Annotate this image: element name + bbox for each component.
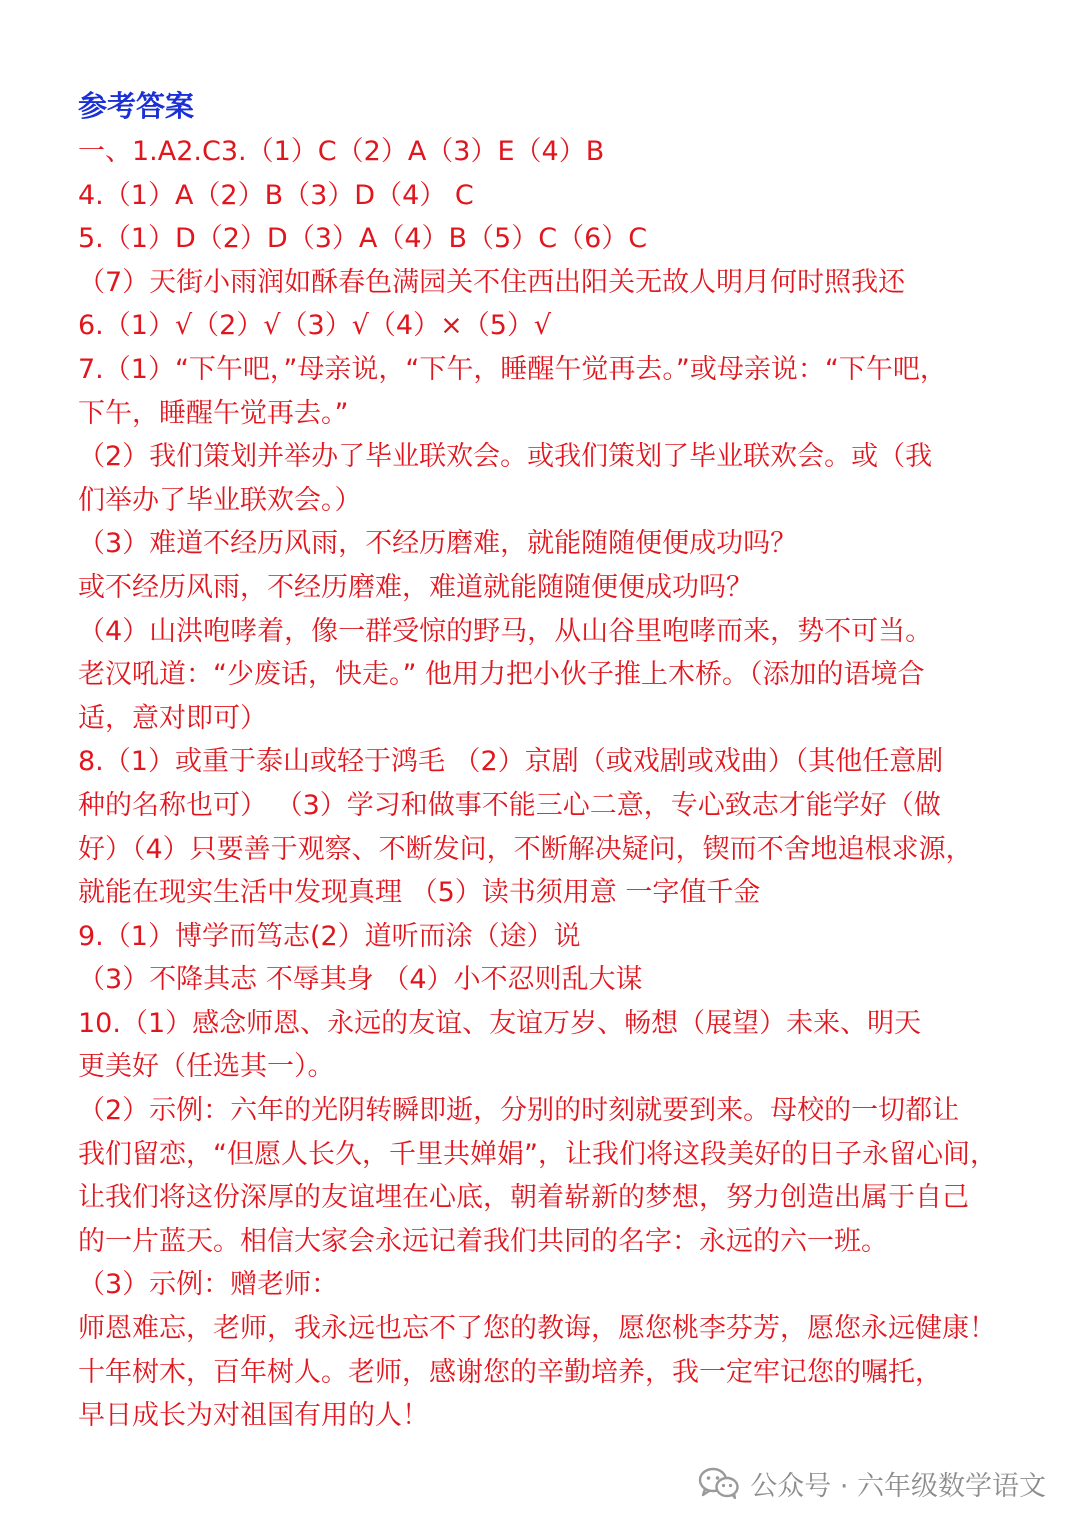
answer-line: 就能在现实生活中发现真理 （5）读书须用意 一字值千金 xyxy=(78,877,761,909)
answer-line: 师恩难忘，老师，我永远也忘不了您的教诲，愿您桃李芬芳，愿您永远健康！ xyxy=(78,1313,996,1345)
answer-line: 让我们将这份深厚的友谊埋在心底，朝着崭新的梦想，努力创造出属于自己 xyxy=(78,1182,969,1214)
answer-line: 的一片蓝天。相信大家会永远记着我们共同的名字：永远的六一班。 xyxy=(78,1225,888,1257)
answer-line: （2）示例：六年的光阴转瞬即逝，分别的时刻就要到来。母校的一切都让 xyxy=(78,1095,960,1127)
wechat-icon xyxy=(698,1467,740,1499)
answer-line: （4）山洪咆哮着，像一群受惊的野马，从山谷里咆哮而来，势不可当。 xyxy=(78,615,933,647)
answer-line: 6.（1）√（2）√（3）√（4）×（5）√ xyxy=(78,310,552,342)
answer-line: 十年树木，百年树人。老师，感谢您的辛勤培养，我一定牢记您的嘱托， xyxy=(78,1356,942,1388)
answer-line: 4.（1）A（2）B（3）D（4） C xyxy=(78,179,474,211)
answer-line: （2）我们策划并举办了毕业联欢会。或我们策划了毕业联欢会。或（我 xyxy=(78,441,933,473)
answer-line: 适，意对即可） xyxy=(78,702,267,734)
answer-line: （3）示例：赠老师： xyxy=(78,1269,339,1301)
answer-line: 10.（1）感念师恩、永远的友谊、友谊万岁、畅想（展望）未来、明天 xyxy=(78,1007,922,1039)
answer-line: 7.（1）“下午吧，”母亲说，“下午，睡醒午觉再去。”或母亲说：“下午吧， xyxy=(78,353,947,385)
answer-line: 好）（4）只要善于观察、不断发问，不断解决疑问，锲而不舍地追根求源， xyxy=(78,833,973,865)
answer-line: 下午，睡醒午觉再去。” xyxy=(78,397,349,429)
answer-line: （3）难道不经历风雨，不经历磨难，就能随随便便成功吗？ xyxy=(78,528,798,560)
footer-text: 公众号 · 六年级数学语文 xyxy=(750,1470,1046,1502)
page-title: 参考答案 xyxy=(78,89,195,123)
answer-line: 种的名称也可） （3）学习和做事不能三心二意，专心致志才能学好（做 xyxy=(78,789,941,821)
answer-line: 一、1.A2.C3.（1）C（2）A（3）E（4）B xyxy=(78,136,605,167)
answer-line: 5.（1）D（2）D（3）A（4）B（5）C（6）C xyxy=(78,223,648,255)
answer-line: 我们留恋，“但愿人长久，千里共婵娟”，让我们将这段美好的日子永留心间， xyxy=(78,1138,997,1170)
answer-line: 或不经历风雨，不经历磨难，难道就能随随便便成功吗？ xyxy=(78,571,753,603)
answer-line: 8.（1）或重于泰山或轻于鸿毛 （2）京剧（或戏剧或戏曲）（其他任意剧 xyxy=(78,746,944,778)
answer-line: 老汉吼道：“少废话，快走。” 他用力把小伙子推上木桥。（添加的语境合 xyxy=(78,659,925,691)
footer-watermark xyxy=(698,1462,1046,1504)
answer-line: 早日成长为对祖国有用的人！ xyxy=(78,1400,429,1432)
answer-line: 更美好（任选其一）。 xyxy=(78,1051,335,1083)
answer-line: （7）天街小雨润如酥春色满园关不住西出阳关无故人明月何时照我还 xyxy=(78,266,906,298)
answer-line: （3）不降其志 不辱其身 （4）小不忍则乱大谋 xyxy=(78,964,643,996)
answer-line: 9.（1）博学而笃志(2）道听而涂（途）说 xyxy=(78,920,581,952)
answer-list xyxy=(78,130,1023,1438)
answer-line: 们举办了毕业联欢会。） xyxy=(78,484,362,516)
